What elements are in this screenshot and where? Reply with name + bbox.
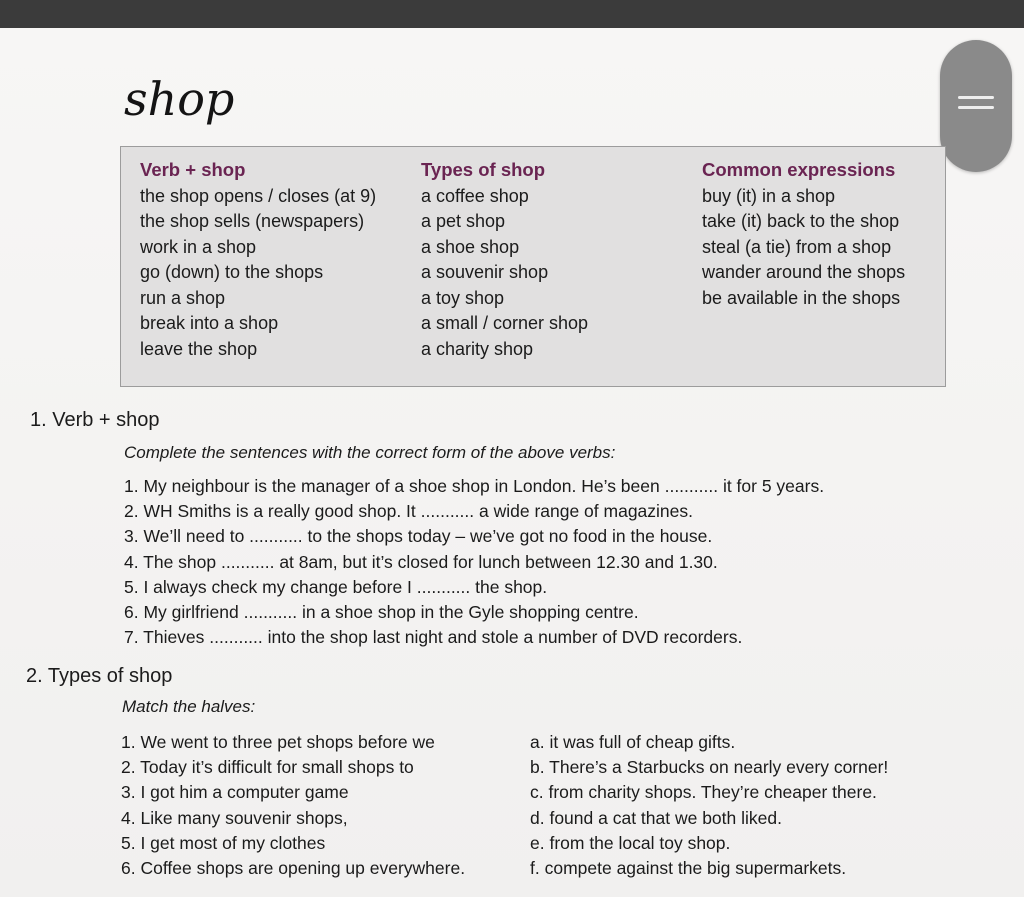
column-heading: Verb + shop [140,159,246,180]
vocab-item: leave the shop [140,338,258,359]
vocab-item: a pet shop [421,211,506,231]
sentence: 7. Thieves ........... into the shop last night and stole a number of DVD recorders. [124,627,743,648]
vocab-item: be available in the shops [702,287,901,308]
left-half: 5. I get most of my clothes [121,832,326,853]
vocab-item: take (it) back to the shop [702,211,900,231]
exercise1-instruction: Complete the sentences with the correct form of the above verbs: [124,443,616,462]
sentence: 6. My girlfriend ........... in a shoe shop in the Gyle shopping centre. [124,602,639,623]
right-half: c. from charity shops. They’re cheaper there. [530,782,877,803]
vocab-item: a shoe shop [421,236,520,257]
right-half: e. from the local toy shop. [530,832,731,853]
exercise1-sentences [124,474,824,650]
sentence: 4. The shop ........... at 8am, but it’s closed for lunch between 12.30 and 1.30. [124,551,718,572]
sentence: 1. My neighbour is the manager of a shoe shop in London. He’s been ........... it for 5 years. [124,476,825,496]
scroll-handle[interactable] [940,40,1012,172]
left-half: 6. Coffee shops are opening up everywhere. [121,858,466,879]
vocabulary-box [120,146,946,387]
exercise2-left-halves [121,730,465,881]
left-half: 3. I got him a computer game [121,782,349,803]
vocab-item: go (down) to the shops [140,262,324,282]
page-title: shop [124,72,235,126]
exercise1-title: 1. Verb + shop [30,409,160,431]
exercise2-right-halves [530,730,888,881]
top-bar [0,0,1024,28]
vocab-item: run a shop [140,287,226,308]
vocab-item: wander around the shops [702,262,906,282]
right-half: f. compete against the big supermarkets. [530,858,847,879]
vocab-item: a toy shop [421,287,505,308]
vocab-item: work in a shop [140,236,257,257]
vocab-column-types-of-shop [421,157,588,362]
vocab-item: a coffee shop [421,185,529,206]
sentence: 2. WH Smiths is a really good shop. It ........... a wide range of magazines. [124,501,694,522]
column-heading: Types of shop [421,159,546,180]
vocab-column-verb-shop [140,157,376,362]
column-heading: Common expressions [702,159,896,180]
vocab-item: buy (it) in a shop [702,185,836,206]
vocab-item: break into a shop [140,313,279,333]
left-half: 4. Like many souvenir shops, [121,807,348,828]
grip-line-icon [958,96,994,99]
vocab-item: a charity shop [421,338,534,359]
right-half: a. it was full of cheap gifts. [530,732,736,752]
exercise2-instruction: Match the halves: [122,697,256,716]
vocab-item: steal (a tie) from a shop [702,236,892,257]
sentence: 3. We’ll need to ........... to the shops today – we’ve got no food in the house. [124,526,713,547]
sentence: 5. I always check my change before I ........... the shop. [124,576,548,597]
exercise2-title: 2. Types of shop [26,665,173,687]
right-half: b. There’s a Starbucks on nearly every corner! [530,757,889,778]
vocab-column-common-expressions [702,157,905,311]
vocab-item: the shop sells (newspapers) [140,211,365,231]
left-half: 2. Today it’s difficult for small shops to [121,757,414,778]
vocab-item: a small / corner shop [421,313,589,333]
vocab-item: the shop opens / closes (at 9) [140,185,377,206]
left-half: 1. We went to three pet shops before we [121,732,435,752]
grip-line-icon [958,106,994,109]
right-half: d. found a cat that we both liked. [530,807,782,828]
vocab-item: a souvenir shop [421,262,549,282]
